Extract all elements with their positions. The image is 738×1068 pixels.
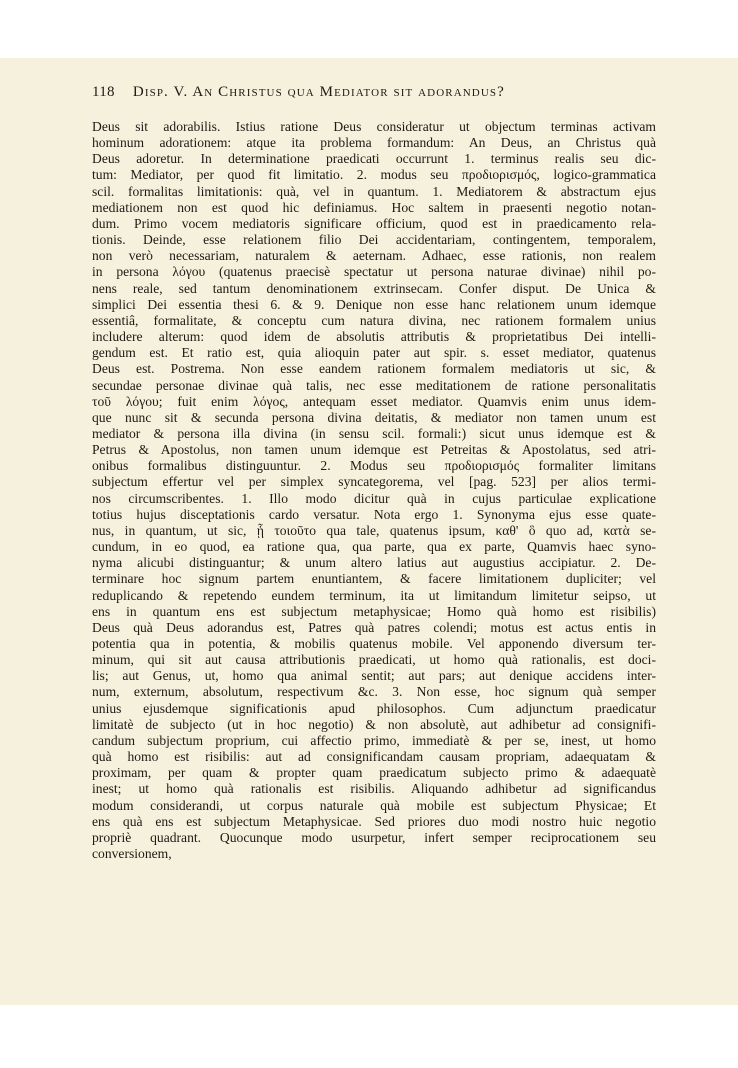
text-line: ens in quantum ens est subjectum metaphysicae; Homo quà homo est risibilis)	[92, 603, 656, 619]
text-line: num, externum, absolutum, respectivum &c. 3. Non esse, hoc signum quà semper	[92, 684, 656, 700]
text-line: nens reale, sed tantum denominationem extrinsecam. Confer disput. De Unica &	[92, 280, 656, 296]
text-line: Petrus & Apostolus, non tamen unum idemque est Petreitas & Apostolatus, sed atri-	[92, 442, 656, 458]
text-line: mediationem non est quod hic definiamus. Hoc saltem in praesenti negotio notan-	[92, 199, 656, 215]
text-line: tum: Mediator, per quod fit limitatio. 2. modus seu προδιορισμός, logico-grammatica	[92, 167, 656, 183]
text-line: Deus sit adorabilis. Istius ratione Deus consideratur ut objectum terminas activam	[92, 119, 656, 134]
running-title: Disp. V. An Christus qua Mediator sit adorandus?	[132, 84, 505, 100]
text-line: propriè quadrant. Quocunque modo usurpetur, infert semper reciprocationem seu	[92, 829, 656, 845]
text-line: non verò necessariam, naturalem & aeternam. Adhaec, esse rationis, non realem	[92, 248, 656, 264]
text-line: inest; ut homo quà rationalis est risibilis. Aliquando adhibetur ad significandus	[92, 781, 656, 797]
text-line: in persona λόγου (quatenus praecisè spectatur ut persona naturae divinae) nihil po-	[92, 264, 656, 280]
text-line: hominum adorationem: atque ita problema formandum: An Deus, an Christus quà	[92, 135, 656, 151]
text-line: mediator & persona illa divina (in sensu scil. formali:) sicut unus idemque est &	[92, 425, 656, 441]
text-line: gendum est. Et ratio est, quia alioquin pater aut spir. s. esset mediator, quatenus	[92, 345, 656, 361]
text-line: nus, in quantum, ut sic, ᾗ τοιοῦτο qua tale, quatenus ipsum, καθ' ὃ quo ad, κατὰ se-	[92, 522, 656, 538]
text-line: scil. formalitas limitationis: quà, vel in quantum. 1. Mediatorem & abstractum ejus	[92, 183, 656, 199]
text-line: nos circumscribentes. 1. Illo modo dicitur quà in cujus particulae explicatione	[92, 490, 656, 506]
text-line: totius hujus disceptationis cardo versatur. Nota ergo 1. Synonyma ejus esse quate-	[92, 506, 656, 522]
text-line: secundae personae divinae quà talis, nec esse meditationem de ratione personalitatis	[92, 377, 656, 393]
text-line: quà homo est risibilis: aut ad consignificandam causam propriam, adaequatam &	[92, 749, 656, 765]
text-line: Deus adoretur. In determinatione praedicati occurrunt 1. terminus realis seu dic-	[92, 151, 656, 167]
text-line: cundum, in eo quod, ea ratione qua, qua parte, qua ex parte, Quamvis haec syno-	[92, 539, 656, 555]
text-line: subjectum effertur vel per simplex syncategorema, vel [pag. 523] per alios termi-	[92, 474, 656, 490]
text-line: essentiâ, formalitate, & conceptu cum natura divina, nec rationem formalem unius	[92, 312, 656, 328]
text-line: nyma alicubi distinguantur; & unum altero latius aut augustius accipiatur. 2. De-	[92, 555, 656, 571]
text-line: unius ejusdemque significationis apud philosophos. Cum adjunctum praedicatur	[92, 700, 656, 716]
text-line: que nunc sit & secunda persona divina deitatis, & mediator non tamen unum est	[92, 409, 656, 425]
text-line: τοῦ λόγου; fuit enim λόγος, antequam esset mediator. Quamvis enim unus idem-	[92, 393, 656, 409]
text-line: candum subjectum proprium, cui affectio primo, immediatè & per se, inest, ut homo	[92, 732, 656, 748]
text-line: limitatè de subjecto (ut in hoc negotio) & non absolutè, aut adhibetur ad consignifi-	[92, 716, 656, 732]
body-text	[92, 119, 656, 862]
text-line: proximam, per quam & propter quam praedicatum subjecto primo & adaequatè	[92, 765, 656, 781]
text-line: includere alterum: quod idem de absolutis attributis & proprietatibus Dei intelli-	[92, 329, 656, 345]
page-header	[92, 84, 652, 101]
text-line: minum, qui sit aut causa attributionis praedicati, ut homo quà rationalis, est doci-	[92, 652, 656, 668]
text-line: ens quà ens est subjectum Metaphysicae. Sed priores duo modi nostro huic negotio	[92, 813, 656, 829]
text-line: terminare hoc signum partem enuntiantem, & facere limitationem dupliciter; vel	[92, 571, 656, 587]
text-line: conversionem,	[92, 846, 172, 862]
text-line: lis; aut Genus, ut, homo qua animal sentit; aut pars; aut denique accidens inter-	[92, 668, 656, 684]
page-number: 118	[92, 84, 115, 100]
text-line: reduplicando & repetendo eundem terminum, ita ut limitandum limitetur seipso, ut	[92, 587, 656, 603]
text-line: tionis. Deinde, esse relationem filio Dei accidentariam, contingentem, temporalem,	[92, 232, 656, 248]
text-line: modum considerandi, ut corpus naturale quà mobile est subjectum Physicae; Et	[92, 797, 656, 813]
text-line: dum. Primo vocem mediatoris significare officium, quod est in praedicamento rela-	[92, 215, 656, 231]
text-line: simplici Dei essentia thesi 6. & 9. Denique non esse hanc relationem unum idemque	[92, 296, 656, 312]
text-line: potentia qua in potentia, & mobilis quatenus mobile. Vel apponendo diversum ter-	[92, 636, 656, 651]
text-line: onibus formalibus distinguuntur. 2. Modus seu προδιορισμός formaliter limitans	[92, 458, 656, 474]
text-line: Deus quà Deus adorandus est, Patres quà patres colendi; motus est actus entis in	[92, 619, 656, 635]
text-line: Deus est. Postrema. Non esse eandem rationem formalem mediatoris ut sic, &	[92, 361, 656, 377]
